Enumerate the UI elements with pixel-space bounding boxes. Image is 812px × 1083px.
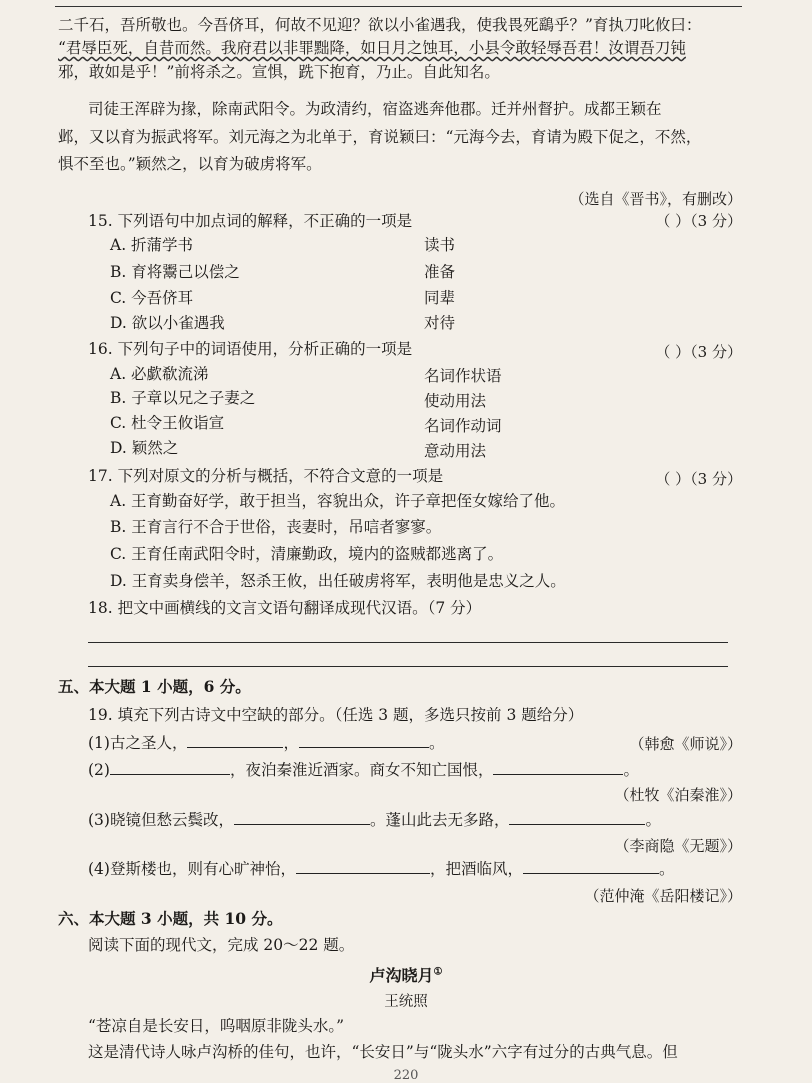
q19-stem: 19. 填充下列古诗文中空缺的部分。（任选 3 题，多选只按前 3 题给分） xyxy=(88,706,584,724)
q15-option-d: D. 欲以小雀遇我 xyxy=(110,314,225,332)
q15-option-c-gloss: 同辈 xyxy=(424,289,456,307)
q19-item-3-blank-2[interactable] xyxy=(509,808,645,825)
passage-line-3: 邪，敢如是乎！”前将杀之。宣惧，跣下抱育，乃止。自此知名。 xyxy=(58,63,500,81)
q16-option-d: D. 颖然之 xyxy=(110,439,179,457)
q18-answer-line-1[interactable] xyxy=(88,642,728,643)
article-title-footnote-mark: ① xyxy=(433,966,443,978)
q19-item-4 xyxy=(88,857,675,880)
q19-item-2 xyxy=(88,758,639,781)
q19-item-2-source: （杜牧《泊秦淮》） xyxy=(614,786,742,804)
article-para-1: “苍凉自是长安日，呜咽原非陇头水。” xyxy=(88,1017,345,1035)
q19-item-4-blank-2[interactable] xyxy=(523,857,659,874)
article-author: 王统照 xyxy=(384,994,428,1010)
passage-line-5: 邺，又以育为振武将军。刘元海之为北单于，育说颖曰：“元海今去，育请为殿下促之，不然， xyxy=(58,128,702,146)
section-5-header: 五、本大题 1 小题，6 分。 xyxy=(58,677,251,696)
q19-item-4-text-a: (4)登斯楼也，则有心旷神怡， xyxy=(88,860,296,878)
q16-option-c: C. 杜令王攸诣宣 xyxy=(110,414,225,432)
q17-option-a: A. 王育勤奋好学，敢于担当，容貌出众，许子章把侄女嫁给了他。 xyxy=(110,492,566,510)
q17-option-c: C. 王育任南武阳令时，清廉勤政，境内的盗贼都逃离了。 xyxy=(110,545,504,563)
q19-item-4-text-b: ，把酒临风， xyxy=(429,860,523,878)
page-number: 220 xyxy=(393,1068,419,1083)
q19-item-4-blank-1[interactable] xyxy=(296,857,430,874)
q16-option-c-analysis: 名词作动词 xyxy=(424,417,502,435)
q19-item-2-text-a: (2) xyxy=(88,761,110,779)
q19-item-1-blank-2[interactable] xyxy=(299,731,429,748)
q19-item-3 xyxy=(88,808,661,831)
q16-option-b: B. 子章以兄之子妻之 xyxy=(110,389,256,407)
q15-stem: 15. 下列语句中加点词的解释，不正确的一项是 xyxy=(88,212,413,230)
article-title-text: 卢沟晓月 xyxy=(369,966,434,985)
q19-item-1-blank-1[interactable] xyxy=(187,731,283,748)
q19-item-1 xyxy=(88,731,445,754)
q19-item-2-blank-1[interactable] xyxy=(110,758,230,775)
q15-option-d-gloss: 对待 xyxy=(424,314,456,332)
q19-item-3-blank-1[interactable] xyxy=(234,808,370,825)
q19-item-3-text-a: (3)晓镜但愁云鬓改， xyxy=(88,811,234,829)
q19-item-1-text-b: ， xyxy=(283,734,299,752)
q15-option-a: A. 折蒲学书 xyxy=(110,236,194,254)
q19-item-2-text-b: ，夜泊秦淮近酒家。商女不知亡国恨， xyxy=(229,761,494,779)
article-para-2: 这是清代诗人咏卢沟桥的佳句，也许，“长安日”与“陇头水”六字有过分的古典气息。但 xyxy=(88,1043,678,1061)
q19-item-4-source: （范仲淹《岳阳楼记》） xyxy=(584,887,742,905)
q16-stem: 16. 下列句子中的词语使用，分析正确的一项是 xyxy=(88,340,413,358)
q15-answer-paren[interactable]: （ ）（3 分） xyxy=(655,212,742,230)
passage-line-6: 惧不至也。”颖然之，以育为破虏将军。 xyxy=(58,155,322,173)
q19-item-1-text-c: 。 xyxy=(428,734,445,752)
q19-item-4-text-c: 。 xyxy=(658,860,675,878)
top-rule xyxy=(55,6,742,7)
q16-answer-paren[interactable]: （ ）（3 分） xyxy=(655,343,742,361)
section-6-header: 六、本大题 3 小题，共 10 分。 xyxy=(58,909,283,928)
q16-option-a: A. 必歔欷流涕 xyxy=(110,365,209,383)
q19-item-3-text-c: 。 xyxy=(645,811,661,829)
article-title xyxy=(0,963,812,986)
q17-stem: 17. 下列对原文的分析与概括，不符合文意的一项是 xyxy=(88,467,444,485)
q19-item-3-source: （李商隐《无题》） xyxy=(614,837,742,855)
q16-option-d-analysis: 意动用法 xyxy=(424,442,487,460)
passage-line-1: 二千石，吾所敬也。今吾侪耳，何故不见迎？欲以小雀遇我，使我畏死鷂乎？”育执刀叱攸曰： xyxy=(58,16,702,34)
q19-item-2-blank-2[interactable] xyxy=(493,758,623,775)
q15-option-a-gloss: 读书 xyxy=(424,236,456,254)
q19-item-3-text-b: 。蓬山此去无多路， xyxy=(369,811,510,829)
q15-option-c: C. 今吾侪耳 xyxy=(110,289,194,307)
q19-item-1-text-a: (1)古之圣人， xyxy=(88,734,188,752)
q19-item-2-text-c: 。 xyxy=(623,761,639,779)
q15-option-b-gloss: 准备 xyxy=(424,263,456,281)
q17-option-b: B. 王育言行不合于世俗，丧妻时，吊唁者寥寥。 xyxy=(110,518,442,536)
q19-item-1-source: （韩愈《师说》） xyxy=(629,735,742,753)
q17-answer-paren[interactable]: （ ）（3 分） xyxy=(655,470,742,488)
q17-option-d: D. 王育卖身偿羊，怒杀王攸，出任破虏将军，表明他是忠义之人。 xyxy=(110,572,566,590)
passage-line-4: 司徒王浑辟为掾，除南武阳令。为政清约，宿盗逃奔他郡。迁并州督护。成都王颖在 xyxy=(88,100,662,118)
q16-option-b-analysis: 使动用法 xyxy=(424,392,487,410)
q15-option-b: B. 育将鬻己以偿之 xyxy=(110,263,240,281)
q16-option-a-analysis: 名词作状语 xyxy=(424,367,502,385)
passage-source: （选自《晋书》，有删改） xyxy=(569,190,742,208)
q18-stem: 18. 把文中画横线的文言文语句翻译成现代汉语。（7 分） xyxy=(88,599,482,617)
wavy-underlined-sentence: “君辱臣死，自昔而然。我府君以非罪黜降，如日月之蚀耳，小县令敢轻辱吾君！汝谓吾刀钝 xyxy=(58,39,686,57)
passage-line-2 xyxy=(58,37,686,59)
section-6-intro: 阅读下面的现代文，完成 20～22 题。 xyxy=(88,936,355,954)
q18-answer-line-2[interactable] xyxy=(88,666,728,667)
